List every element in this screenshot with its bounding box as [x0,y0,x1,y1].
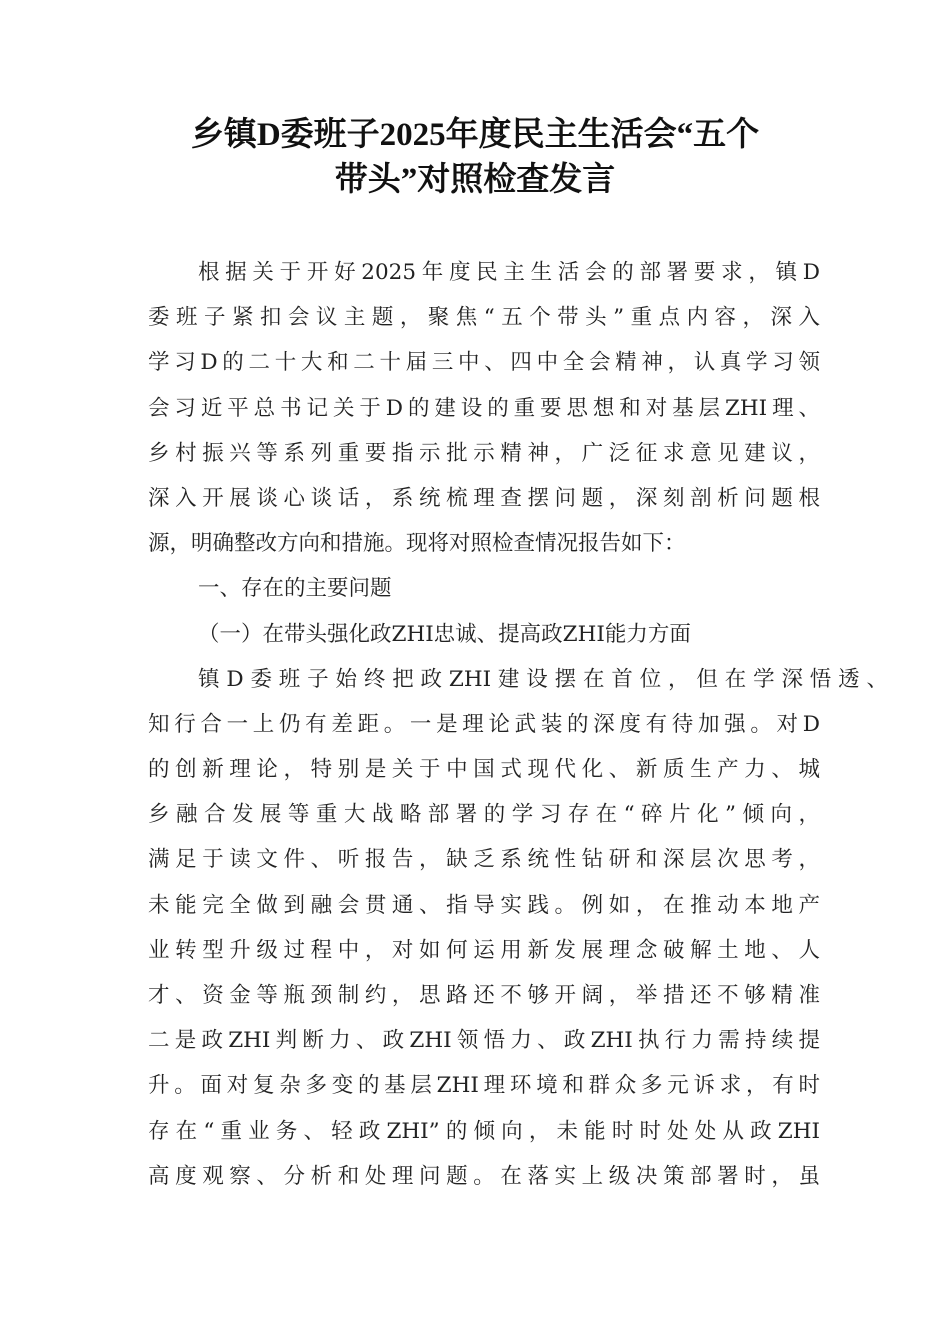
paragraph-body-line: 知行合一上仍有差距。一是理论武装的深度有待加强。对D [148,711,820,737]
paragraph-intro-line: 委班子紧扣会议主题，聚焦“五个带头”重点内容，深入 [148,305,820,331]
paragraph-body-line: 高度观察、分析和处理问题。在落实上级决策部署时，虽 [148,1163,820,1189]
paragraph-intro-line: 学习D的二十大和二十届三中、四中全会精神，认真学习领 [148,350,820,376]
paragraph-intro-line: 会习近平总书记关于D的建设的重要思想和对基层ZHI理、 [148,395,820,421]
paragraph-body-line: 满足于读文件、听报告，缺乏系统性钻研和深层次思考， [148,847,820,873]
paragraph-body-line: 升。面对复杂多变的基层ZHI理环境和群众多元诉求，有时 [148,1073,820,1099]
paragraph-body-line: 才、资金等瓶颈制约，思路还不够开阔，举措还不够精准 [148,983,820,1008]
document-body [148,250,888,1199]
paragraph-intro-line: 源，明确整改方向和措施。现将对照检查情况报告如下： [148,531,686,557]
paragraph-body-line: 的创新理论，特别是关于中国式现代化、新质生产力、城 [148,757,820,783]
paragraph-body-line: 存在“重业务、轻政ZHI”的倾向，未能时时处处从政ZHI [148,1118,820,1144]
paragraph-intro-line: 乡村振兴等系列重要指示批示精神，广泛征求意见建议， [148,440,820,466]
document-title-line-2: 带头”对照检查发言 [334,162,616,198]
paragraph-body-line: 镇D委班子始终把政ZHI建设摆在首位，但在学深悟透、 [198,666,888,692]
paragraph-body-line: 二是政ZHI判断力、政ZHI领悟力、政ZHI执行力需持续提 [148,1028,820,1054]
subsection-heading: （一）在带头强化政ZHI忠诚、提高政ZHI能力方面 [198,621,691,647]
section-heading: 一、存在的主要问题 [198,576,392,602]
document-title-line-1: 乡镇D委班子2025年度民主生活会“五个 [190,117,760,153]
paragraph-body-line: 乡融合发展等重大战略部署的学习存在“碎片化”倾向， [148,802,820,828]
paragraph-body-line: 业转型升级过程中，对如何运用新发展理念破解土地、人 [148,937,820,963]
paragraph-intro-line: 根据关于开好2025年度民主生活会的部署要求，镇D [198,260,820,285]
paragraph-body-line: 未能完全做到融会贯通、指导实践。例如，在推动本地产 [148,892,820,918]
paragraph-intro-line: 深入开展谈心谈话，系统梳理查摆问题，深刻剖析问题根 [148,485,820,511]
